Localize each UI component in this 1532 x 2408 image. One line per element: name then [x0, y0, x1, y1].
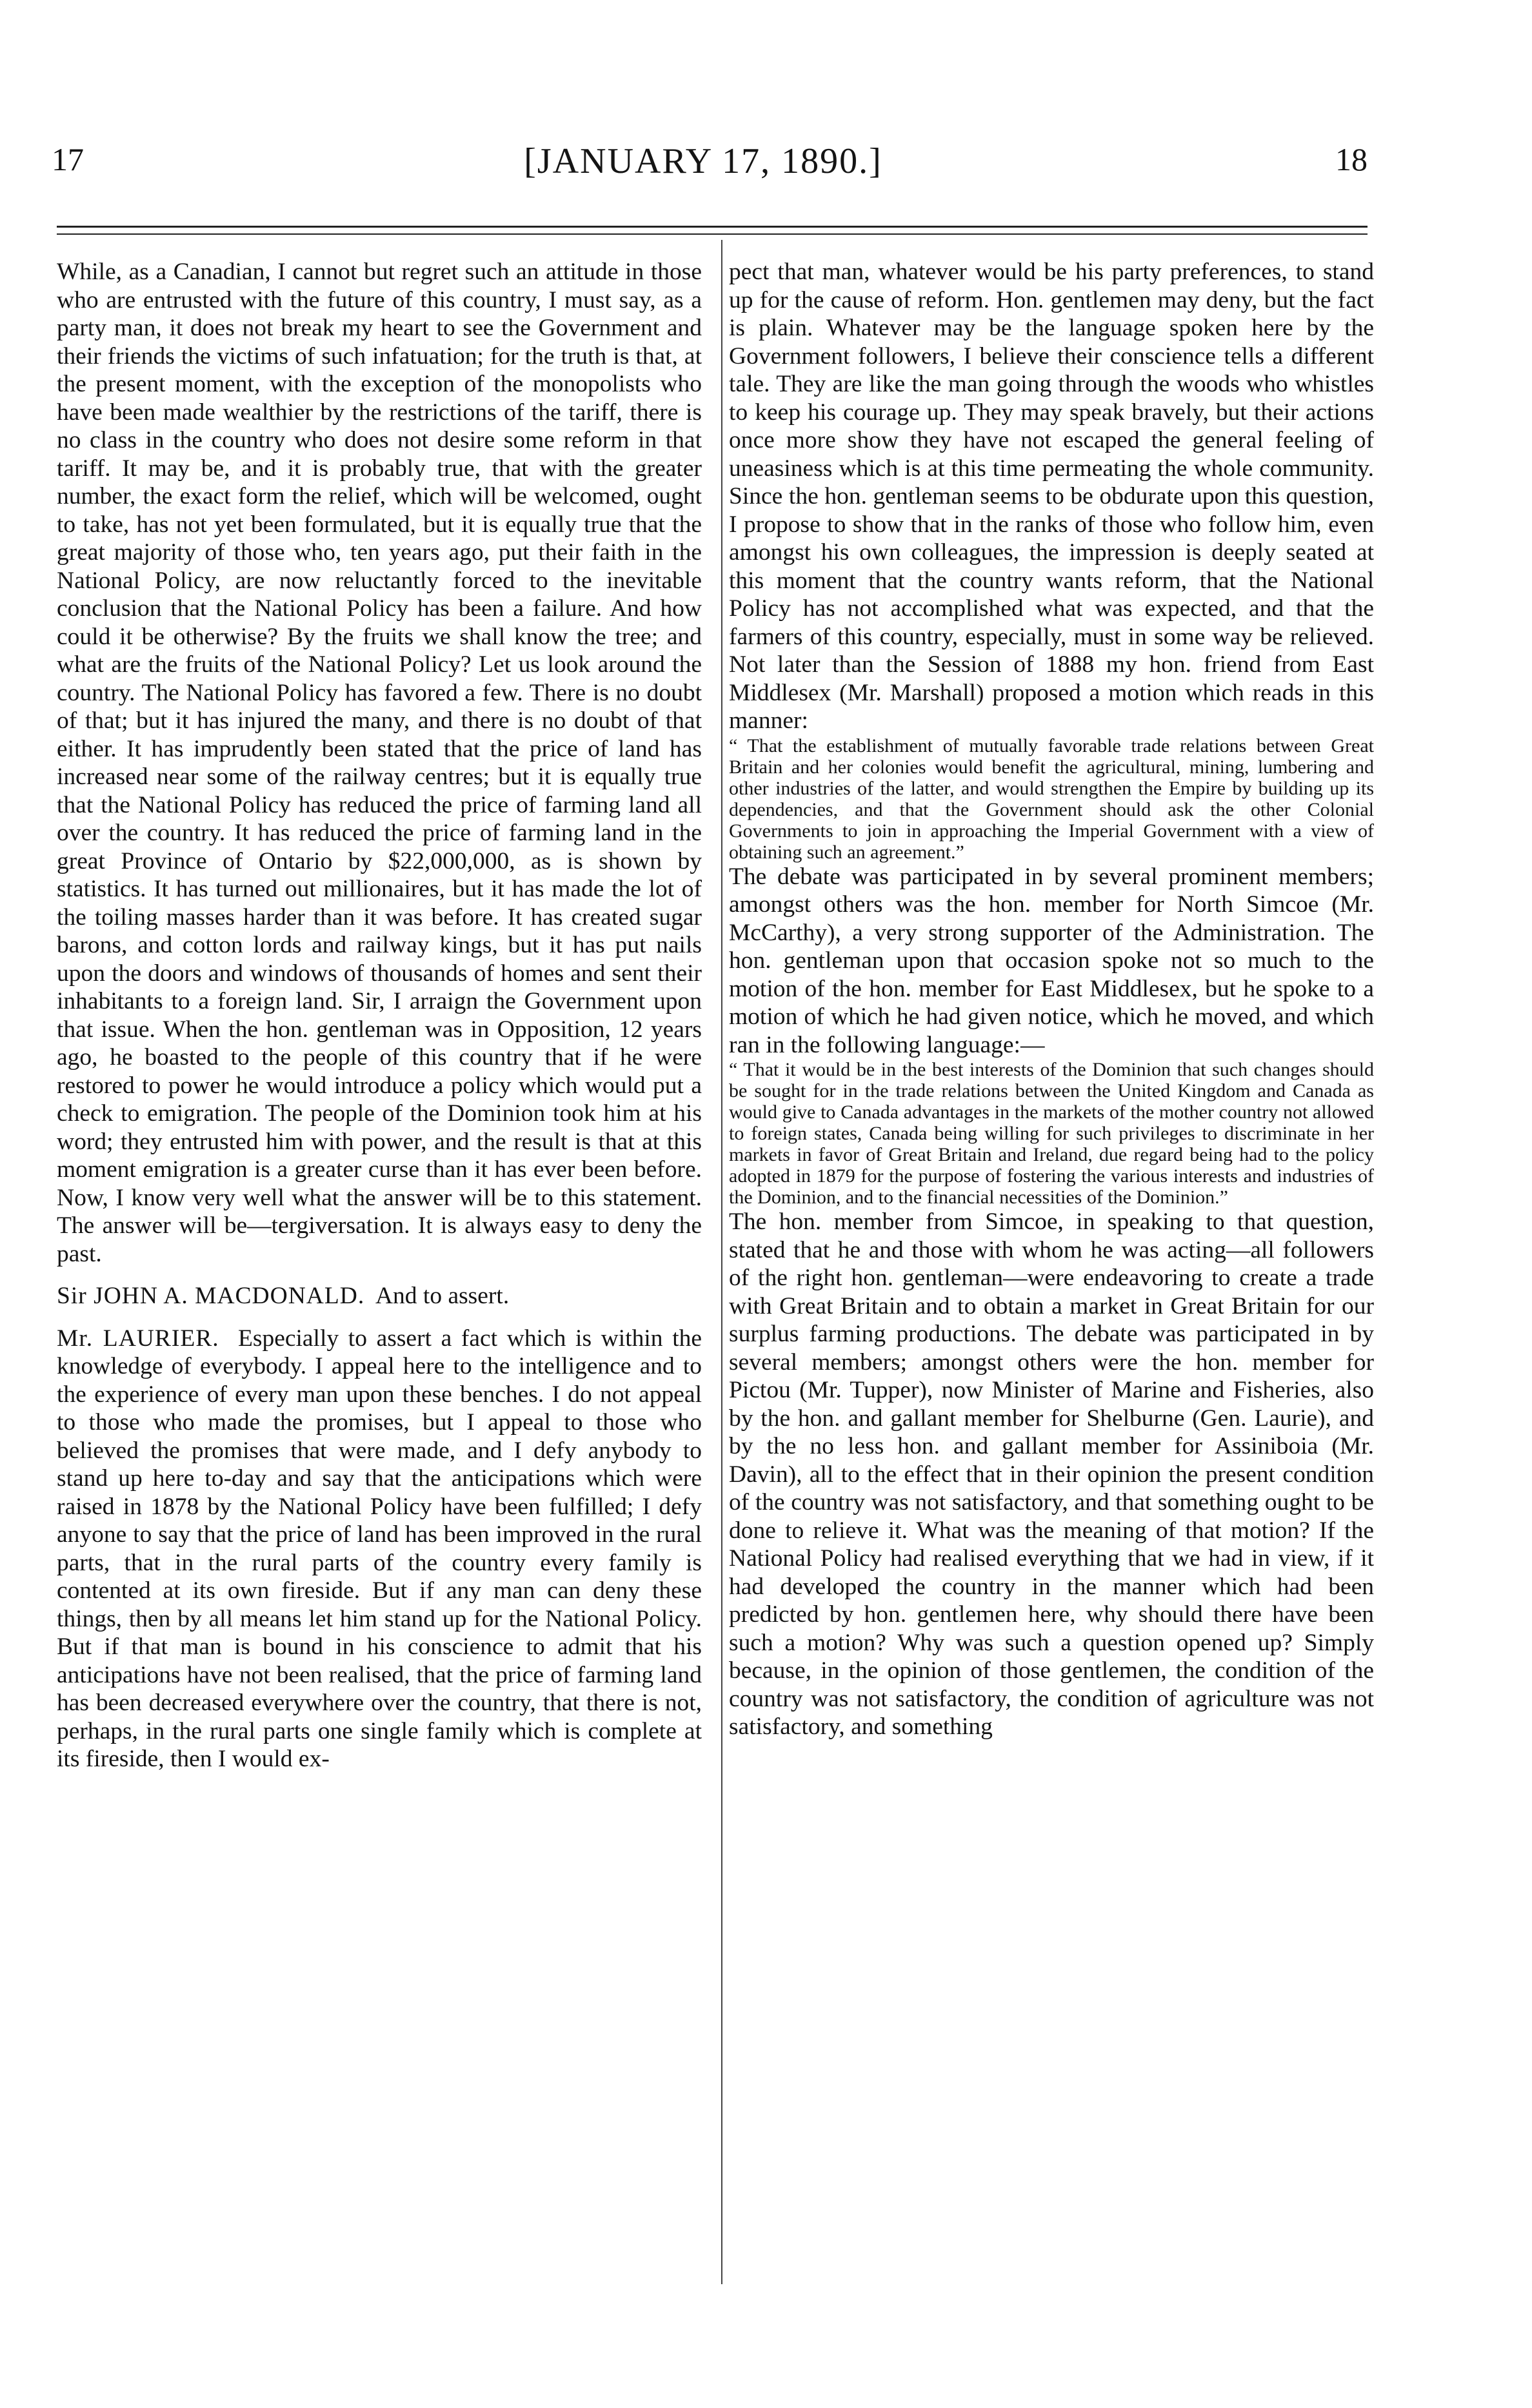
speaker-name: Sir JOHN A. MACDONALD.	[57, 1283, 365, 1309]
left-paragraph-1: While, as a Canadian, I cannot but regret such an attitude in those who are entrusted with the future of this country, I must say, as a party man, it does not break my heart to see the Government and their friends the victims of such infatuation; for the truth is that, at the present moment, with the exception of the monopolists who have been made wealthier by the restrictions of the tariff, there is no class in the country who does not desire some reform in that tariff. It may be, and it is probably true, that with the greater number, the exact form the relief, which will be welcomed, ought to take, has not yet been formulated, but it is equally true that the great majority of those who, ten years ago, put their faith in the National Policy, are now reluctantly forced to the inevitable conclusion that the National Policy has been a failure. And how could it be otherwise? By the fruits we shall know the tree; and what are the fruits of the National Policy? Let us look around the country. The National Policy has favored a few. There is no doubt of that; but it has injured the many, and there is no doubt of that either. It has imprudently been stated that the price of land has increased near some of the railway centres; but it is equally true that the National Policy has reduced the price of farming land all over the country. It has reduced the price of farming land in the great Province of Ontario by $22,000,000, as is shown by statistics. It has turned out millionaires, but it has made the lot of the toiling masses harder than it was before. It has created sugar barons, and cotton lords and railway kings, but it has put nails upon the doors and windows of thousands of homes and sent their inhabitants to a foreign land. Sir, I arraign the Government upon that issue. When the hon. gentleman was in Opposition, 12 years ago, he boasted to the people of this country that if he were restored to power he would introduce a policy which would put a check to emigration. The people of the Dominion took him at his word; they entrusted him with power, and the result is that at this moment emigration is a greater curse than it has ever been before. Now, I know very well what the answer will be to this statement. The answer will be—tergiversation. It is always easy to deny the past.	[57, 259, 702, 1267]
header-rule-top	[57, 226, 1368, 228]
header-rule-bottom	[57, 233, 1368, 235]
speaker-macdonald	[57, 1282, 702, 1310]
motion-quote-mccarthy: “ That it would be in the best interests of the Dominion that such changes should be sought for in the trade relations between the United Kingdom and Canada as would give to Canada advantages in the markets of the mother country not allowed to foreign states, Canada being willing for such privileges to discriminate in her markets in favor of Great Britain and Ireland, due regard being had to the policy adopted in 1879 for the purpose of fostering the various interests and industries of the Dominion, and to the financial necessities of the Dominion.”	[729, 1059, 1374, 1208]
page-number-right: 18	[1335, 141, 1368, 177]
speaker-laurier	[57, 1325, 702, 1773]
right-paragraph-2: The debate was participated in by several prominent members; amongst others was the hon. member for North Simcoe (Mr. McCarthy), a very strong supporter of the Administration. The hon. gentleman upon that occasion spoke not so much to the motion of the hon. member for East Middlesex, but he spoke to a motion of which he had given notice, which he moved, and which ran in the following language:—	[729, 863, 1374, 1058]
right-paragraph-1: pect that man, whatever would be his party preferences, to stand up for the cause of reform. Hon. gentlemen may deny, but the fact is plain. Whatever may be the language spoken here by the Government followers, I believe their conscience tells a different tale. They are like the man going through the woods who whistles to keep his courage up. They may speak bravely, but their actions once more show they have not escaped the general feeling of uneasiness which is at this time permeating the whole community. Since the hon. gentleman seems to be obdurate upon this question, I propose to show that in the ranks of those who follow him, even amongst his own colleagues, the impression is deeply seated at this moment that the country wants reform, that the National Policy has not accomplished what was expected, and that the farmers of this country, especially, must in some way be relieved. Not later than the Session of 1888 my hon. friend from East Middlesex (Mr. Marshall) proposed a motion which reads in this manner:	[729, 259, 1374, 734]
page-date-title: [JANUARY 17, 1890.]	[524, 141, 882, 181]
column-divider	[721, 240, 722, 2284]
page-header	[39, 141, 1368, 192]
speaker-text: And to assert.	[375, 1283, 510, 1309]
page-number-left: 17	[52, 141, 84, 177]
motion-quote-marshall: “ That the establishment of mutually favorable trade relations between Great Britain and her colonies would benefit the agricultural, mining, lumbering and other industries of the latter, and would strengthen the Empire by building up its dependencies, and that the Government should ask the other Colonial Governments to join in approaching the Imperial Government with a view of obtaining such an agreement.”	[729, 735, 1374, 863]
speaker-name: Mr. LAURIER.	[57, 1325, 219, 1352]
speaker-text: Especially to assert a fact which is within the knowledge of everybody. I appeal here to the intelligence and to the experience of every man upon these benches. I do not appeal to those who made the promises, but I appeal to those who believed the promises that were made, and I defy anybody to stand up here to-day and say that the anticipations which were raised in 1878 by the National Policy have been fulfilled; I defy anyone to say that the price of land has been improved in the rural parts, that in the rural parts of the country every family is contented at its own fireside. But if any man can deny these things, then by all means let him stand up for the National Policy. But if that man is bound in his conscience to admit that his anticipations have not been realised, that the price of farming land has been decreased everywhere over the country, that there is not, perhaps, in the rural parts one single family which is complete at its fireside, then I would ex-	[57, 1325, 702, 1772]
right-column	[729, 258, 1374, 1741]
left-column	[57, 258, 702, 1773]
right-paragraph-3: The hon. member from Simcoe, in speaking to that question, stated that he and those with whom he was acting—all followers of the right hon. gentleman—were endeavoring to create a trade with Great Britain and to obtain a market in Great Britain for our surplus farming productions. The debate was participated in by several members; amongst others were the hon. member for Pictou (Mr. Tupper), now Minister of Marine and Fisheries, also by the hon. and gallant member for Shelburne (Gen. Laurie), and by the no less hon. and gallant member for Assiniboia (Mr. Davin), all to the effect that in their opinion the present condition of the country was not satisfactory, and that something ought to be done to relieve it. What was the meaning of that motion? If the National Policy had realised everything that we had in view, if it had developed the country in the manner which had been predicted by hon. gentlemen here, why should there have been such a motion? Why was such a question opened up? Simply because, in the opinion of those gentlemen, the condition of the country was not satisfactory, the condition of agriculture was not satisfactory, and something	[729, 1209, 1374, 1740]
